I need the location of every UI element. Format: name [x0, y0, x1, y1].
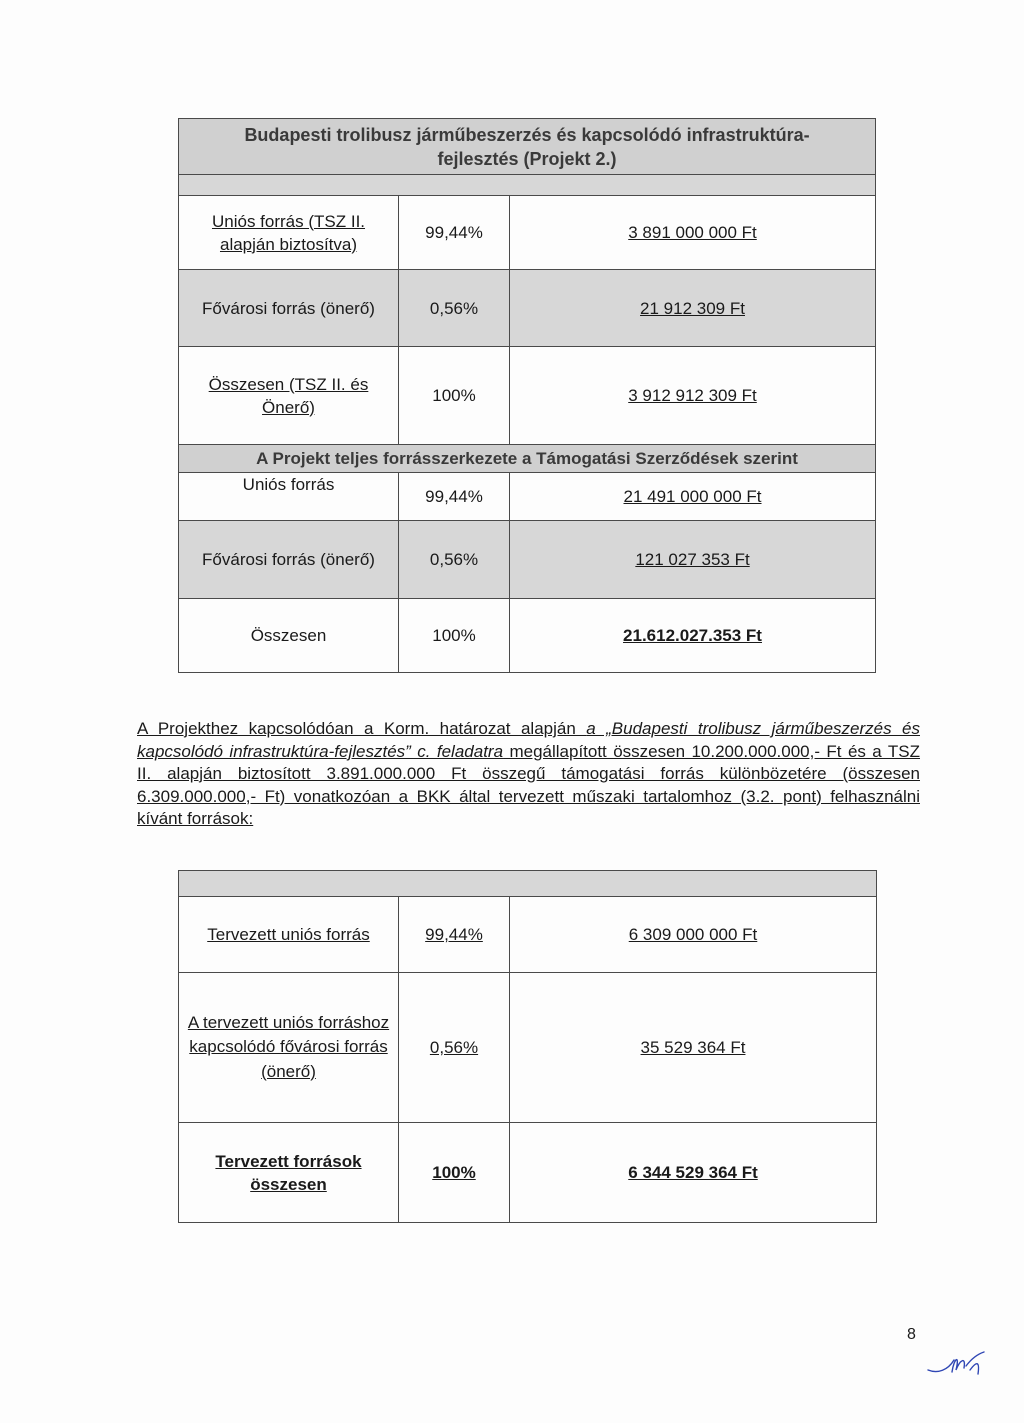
- table-row: [179, 347, 876, 445]
- table-row: [179, 897, 877, 973]
- row-amount: 6 344 529 364 Ft: [510, 1123, 877, 1223]
- row-label: A tervezett uniós forráshoz kapcsolódó fővárosi forrás (önerő): [179, 973, 399, 1123]
- row-percent: 0,56%: [399, 270, 510, 347]
- table-title: Budapesti trolibusz járműbeszerzés és kapcsolódó infrastruktúra-fejlesztés (Projekt 2.): [179, 119, 876, 175]
- row-percent: 99,44%: [399, 473, 510, 521]
- table-header-blank: [179, 871, 877, 897]
- row-amount: 6 309 000 000 Ft: [510, 897, 877, 973]
- row-label: Összesen: [179, 599, 399, 673]
- row-amount: 21.612.027.353 Ft: [510, 599, 876, 673]
- row-label: Fővárosi forrás (önerő): [179, 270, 399, 347]
- row-percent: 99,44%: [399, 196, 510, 270]
- row-amount: 35 529 364 Ft: [510, 973, 877, 1123]
- row-amount: 3 891 000 000 Ft: [510, 196, 876, 270]
- row-label: Összesen (TSZ II. és Önerő): [179, 347, 399, 445]
- row-amount: 121 027 353 Ft: [510, 521, 876, 599]
- row-percent: 99,44%: [399, 897, 510, 973]
- table-row: [179, 473, 876, 521]
- row-label: Uniós forrás: [179, 473, 399, 521]
- row-percent: 100%: [399, 1123, 510, 1223]
- page-number: 8: [907, 1326, 916, 1343]
- planned-funding-table: [178, 870, 877, 1223]
- table-row: [179, 521, 876, 599]
- table-row: [179, 599, 876, 673]
- row-amount: 21 491 000 000 Ft: [510, 473, 876, 521]
- table-row: [179, 1123, 877, 1223]
- project-funding-table: [178, 118, 876, 673]
- funding-paragraph: [137, 718, 920, 831]
- signature-initials-icon: [926, 1350, 986, 1380]
- row-percent: 100%: [399, 347, 510, 445]
- table-spacer-row: [179, 175, 876, 196]
- row-label: Tervezett uniós forrás: [179, 897, 399, 973]
- row-label: Tervezett források összesen: [179, 1123, 399, 1223]
- paragraph-text: megállapított összesen 10.200.000.000,- Ft és a TSZ II. alapján biztosított 3.891.000.000 Ft összegű támogatási forrás különbözetére (összesen 6.309.000.000,- Ft) vonatkozóan a BKK által tervezett műszaki tartalomhoz (3.2. pont) felhasználni kívánt források:: [137, 741, 920, 828]
- row-amount: 21 912 309 Ft: [510, 270, 876, 347]
- paragraph-text: A Projekthez kapcsolódóan a Korm. határozat alapján: [137, 719, 587, 738]
- table-row: [179, 196, 876, 270]
- table-subheader: A Projekt teljes forrásszerkezete a Támogatási Szerződések szerint: [179, 445, 876, 473]
- table-row: [179, 270, 876, 347]
- row-amount: 3 912 912 309 Ft: [510, 347, 876, 445]
- paragraph-italic-text: a „Budapesti trolibusz járműbeszerzés és kapcsolódó infrastruktúra-fejlesztés” c. feladatra: [137, 719, 920, 761]
- row-percent: 0,56%: [399, 521, 510, 599]
- row-percent: 0,56%: [399, 973, 510, 1123]
- row-percent: 100%: [399, 599, 510, 673]
- row-label: Fővárosi forrás (önerő): [179, 521, 399, 599]
- table-row: [179, 973, 877, 1123]
- row-label: Uniós forrás (TSZ II. alapján biztosítva): [179, 196, 399, 270]
